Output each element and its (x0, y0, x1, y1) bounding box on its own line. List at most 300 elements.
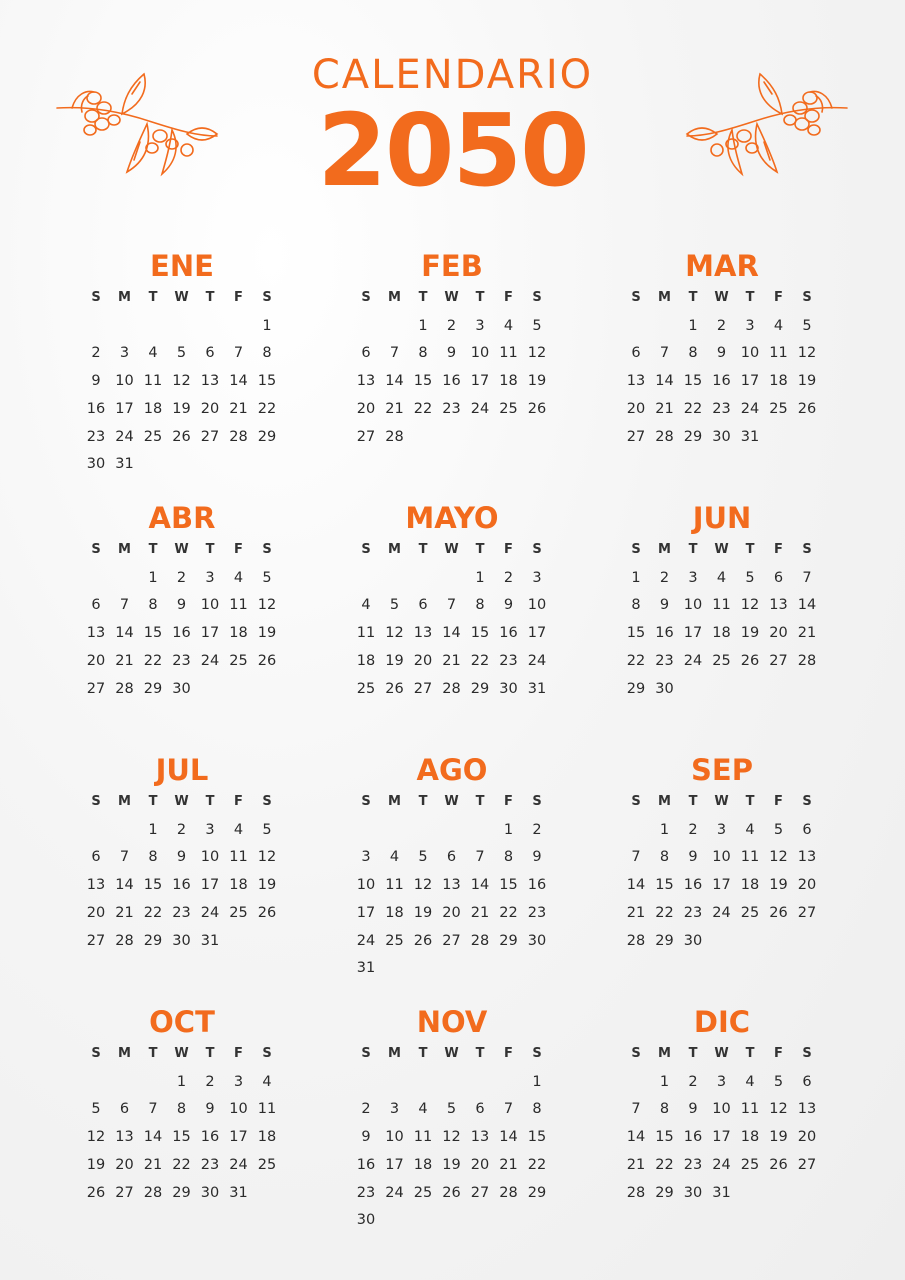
weekday-label: S (361, 542, 371, 557)
day-cell: 6 (91, 849, 101, 866)
day-cell: 27 (413, 680, 433, 697)
day-cell: 1 (148, 821, 158, 838)
day-cell: 20 (769, 625, 788, 642)
day-cell: 2 (688, 1073, 698, 1090)
day-cell: 30 (683, 932, 703, 949)
day-cell: 16 (172, 877, 191, 894)
day-cell: 4 (773, 317, 784, 334)
weekday-label: T (418, 290, 428, 305)
day-cell: 23 (442, 400, 461, 417)
day-cell: 16 (86, 400, 106, 417)
weekday-label: S (361, 794, 371, 809)
day-cell: 20 (413, 652, 433, 669)
weekday-label: T (688, 542, 698, 557)
day-cell: 3 (716, 821, 727, 838)
day-cell: 5 (176, 345, 187, 362)
weekday-label: M (658, 290, 671, 305)
day-cell: 29 (655, 1184, 674, 1201)
weekday-label: M (658, 1046, 671, 1061)
day-cell: 24 (385, 1184, 404, 1201)
month-name: ENE (150, 249, 214, 283)
day-cell: 20 (356, 400, 376, 417)
day-cell: 29 (683, 428, 703, 445)
weekday-label: F (504, 794, 513, 809)
day-cell: 12 (413, 877, 433, 894)
day-cell: 28 (229, 428, 248, 445)
day-cell: 30 (172, 680, 191, 697)
day-cell: 15 (499, 877, 518, 894)
weekday-label: F (234, 794, 243, 809)
day-cell: 3 (119, 345, 130, 362)
weekday-label: F (234, 1046, 243, 1061)
day-cell: 29 (172, 1184, 191, 1201)
weekday-label: S (532, 1046, 542, 1061)
month-name: MAR (685, 249, 759, 283)
weekday-label: S (802, 794, 812, 809)
day-cell: 16 (683, 1129, 703, 1146)
day-cell: 5 (262, 821, 272, 838)
day-cell: 17 (683, 625, 703, 642)
day-cell: 8 (659, 849, 670, 866)
weekday-label: W (714, 794, 729, 809)
day-cell: 1 (688, 317, 698, 334)
month-name: NOV (416, 1005, 488, 1039)
day-cell: 27 (356, 428, 376, 445)
day-cell: 31 (356, 960, 376, 977)
day-cell: 9 (688, 1101, 698, 1118)
day-cell: 16 (442, 373, 461, 390)
day-cell: 28 (626, 1184, 646, 1201)
day-cell: 5 (91, 1101, 101, 1118)
day-cell: 10 (527, 597, 547, 614)
day-cell: 13 (797, 849, 817, 866)
day-cell: 31 (740, 428, 760, 445)
day-cell: 3 (205, 569, 215, 586)
day-cell: 30 (655, 680, 674, 697)
day-cell: 16 (200, 1129, 220, 1146)
day-cell: 19 (769, 877, 788, 894)
day-cell: 11 (229, 849, 248, 866)
day-cell: 19 (257, 877, 277, 894)
day-cell: 21 (385, 400, 404, 417)
weekday-label: F (234, 542, 243, 557)
day-cell: 26 (413, 932, 433, 949)
day-cell: 26 (257, 652, 277, 669)
day-cell: 6 (631, 345, 641, 362)
day-cell: 12 (527, 345, 547, 362)
weekday-label: F (774, 794, 783, 809)
day-cell: 21 (143, 1156, 163, 1173)
day-cell: 17 (229, 1129, 248, 1146)
day-cell: 4 (233, 821, 244, 838)
day-cell: 10 (356, 877, 376, 894)
day-cell: 8 (176, 1101, 187, 1118)
day-cell: 23 (655, 652, 674, 669)
day-cell: 12 (769, 1101, 788, 1118)
day-cell: 20 (797, 877, 817, 894)
day-cell: 18 (740, 1129, 760, 1146)
weekday-label: S (262, 290, 272, 305)
day-cell: 5 (532, 317, 542, 334)
day-cell: 18 (229, 877, 248, 894)
day-cell: 13 (442, 877, 461, 894)
day-cell: 11 (356, 625, 376, 642)
day-cell: 29 (143, 680, 163, 697)
day-cell: 3 (361, 849, 371, 866)
day-cell: 21 (797, 625, 817, 642)
day-cell: 23 (86, 428, 106, 445)
weekday-label: M (118, 1046, 131, 1061)
weekday-label: T (688, 290, 698, 305)
day-cell: 12 (442, 1129, 461, 1146)
day-cell: 27 (769, 652, 788, 669)
weekday-label: S (631, 290, 641, 305)
day-cell: 8 (631, 597, 641, 614)
day-cell: 22 (172, 1156, 191, 1173)
day-cell: 10 (712, 849, 731, 866)
day-cell: 6 (361, 345, 371, 362)
day-cell: 19 (740, 625, 760, 642)
weekday-label: M (118, 290, 131, 305)
day-cell: 9 (205, 1101, 215, 1118)
day-cell: 14 (655, 373, 674, 390)
day-cell: 24 (200, 904, 220, 921)
day-cell: 26 (86, 1184, 106, 1201)
day-cell: 26 (442, 1184, 461, 1201)
day-cell: 1 (532, 1073, 542, 1090)
weekday-label: T (205, 1046, 215, 1061)
month-nov (352, 1004, 552, 1229)
day-cell: 12 (769, 849, 788, 866)
day-cell: 7 (446, 597, 457, 614)
month-abr (82, 500, 282, 697)
day-cell: 4 (745, 821, 755, 838)
day-cell: 18 (257, 1129, 277, 1146)
day-cell: 14 (143, 1129, 163, 1146)
day-cell: 30 (499, 680, 518, 697)
day-cell: 10 (740, 345, 760, 362)
day-cell: 5 (446, 1101, 457, 1118)
weekday-label: S (91, 794, 101, 809)
day-cell: 8 (475, 597, 485, 614)
weekday-label: S (631, 794, 641, 809)
day-cell: 20 (115, 1156, 134, 1173)
day-cell: 13 (626, 373, 646, 390)
day-cell: 11 (740, 1101, 760, 1118)
day-cell: 22 (527, 1156, 547, 1173)
day-cell: 8 (503, 849, 514, 866)
day-cell: 3 (532, 569, 542, 586)
day-cell: 18 (229, 625, 248, 642)
day-cell: 21 (470, 904, 490, 921)
weekday-label: S (262, 794, 272, 809)
day-cell: 30 (712, 428, 731, 445)
day-cell: 26 (769, 1156, 788, 1173)
month-feb (352, 248, 552, 445)
day-cell: 3 (716, 1073, 727, 1090)
day-cell: 23 (499, 652, 518, 669)
day-cell: 25 (769, 400, 788, 417)
weekday-label: F (504, 542, 513, 557)
day-cell: 7 (631, 1101, 641, 1118)
day-cell: 30 (86, 456, 106, 473)
day-cell: 26 (385, 680, 404, 697)
day-cell: 9 (176, 597, 187, 614)
day-cell: 21 (626, 904, 646, 921)
day-cell: 1 (176, 1073, 187, 1090)
day-cell: 21 (115, 652, 134, 669)
day-cell: 17 (115, 400, 134, 417)
month-name: AGO (416, 753, 488, 787)
day-cell: 2 (688, 821, 698, 838)
day-cell: 27 (626, 428, 646, 445)
day-cell: 23 (172, 904, 191, 921)
day-cell: 25 (229, 904, 248, 921)
weekday-label: W (174, 542, 189, 557)
day-cell: 10 (385, 1129, 404, 1146)
day-cell: 24 (356, 932, 376, 949)
weekday-label: T (475, 290, 485, 305)
day-cell: 2 (503, 569, 514, 586)
day-cell: 28 (626, 932, 646, 949)
weekday-label: T (205, 542, 215, 557)
day-cell: 31 (200, 932, 220, 949)
day-cell: 27 (200, 428, 220, 445)
day-cell: 16 (527, 877, 547, 894)
day-cell: 4 (716, 569, 727, 586)
day-cell: 9 (361, 1129, 371, 1146)
day-cell: 2 (205, 1073, 215, 1090)
day-cell: 22 (626, 652, 646, 669)
day-cell: 27 (470, 1184, 490, 1201)
day-cell: 5 (802, 317, 812, 334)
month-jun (622, 500, 822, 697)
day-cell: 15 (470, 625, 490, 642)
day-cell: 10 (200, 849, 220, 866)
day-cell: 19 (527, 373, 547, 390)
month-ene (82, 248, 282, 473)
day-cell: 27 (442, 932, 461, 949)
day-cell: 13 (470, 1129, 490, 1146)
day-cell: 20 (470, 1156, 490, 1173)
month-name: OCT (149, 1005, 215, 1039)
weekday-label: W (444, 1046, 459, 1061)
day-cell: 19 (442, 1156, 461, 1173)
day-cell: 14 (229, 373, 248, 390)
weekday-label: T (205, 794, 215, 809)
day-cell: 8 (418, 345, 428, 362)
weekday-label: W (444, 290, 459, 305)
day-cell: 27 (115, 1184, 134, 1201)
weekday-label: S (361, 290, 371, 305)
day-cell: 26 (257, 904, 277, 921)
month-sep (622, 752, 822, 949)
day-cell: 22 (499, 904, 518, 921)
weekday-label: S (802, 290, 812, 305)
day-cell: 24 (115, 428, 134, 445)
day-cell: 9 (716, 345, 727, 362)
day-cell: 23 (683, 1156, 703, 1173)
month-name: FEB (421, 249, 483, 283)
day-cell: 14 (626, 1129, 646, 1146)
day-cell: 14 (797, 597, 817, 614)
day-cell: 20 (797, 1129, 817, 1146)
day-cell: 12 (257, 597, 277, 614)
day-cell: 11 (499, 345, 518, 362)
day-cell: 12 (86, 1129, 106, 1146)
day-cell: 6 (91, 597, 101, 614)
day-cell: 19 (413, 904, 433, 921)
day-cell: 7 (475, 849, 485, 866)
day-cell: 13 (86, 625, 106, 642)
day-cell: 3 (233, 1073, 244, 1090)
day-cell: 13 (86, 877, 106, 894)
weekday-label: T (475, 542, 485, 557)
day-cell: 31 (527, 680, 547, 697)
day-cell: 25 (385, 932, 404, 949)
weekday-label: T (148, 1046, 158, 1061)
weekday-label: M (658, 542, 671, 557)
day-cell: 13 (200, 373, 220, 390)
weekday-label: W (444, 542, 459, 557)
day-cell: 4 (361, 597, 371, 614)
month-name: ABR (148, 501, 216, 535)
day-cell: 29 (143, 932, 163, 949)
day-cell: 19 (86, 1156, 106, 1173)
day-cell: 29 (257, 428, 277, 445)
weekday-label: M (388, 1046, 401, 1061)
month-name: DIC (693, 1005, 751, 1039)
day-cell: 24 (740, 400, 760, 417)
weekday-label: F (234, 290, 243, 305)
day-cell: 25 (143, 428, 163, 445)
weekday-label: W (174, 794, 189, 809)
day-cell: 27 (797, 1156, 817, 1173)
day-cell: 7 (389, 345, 400, 362)
day-cell: 4 (148, 345, 158, 362)
day-cell: 12 (385, 625, 404, 642)
day-cell: 13 (356, 373, 376, 390)
day-cell: 28 (655, 428, 674, 445)
day-cell: 8 (148, 597, 158, 614)
day-cell: 8 (532, 1101, 542, 1118)
weekday-label: W (444, 794, 459, 809)
day-cell: 20 (86, 904, 106, 921)
weekday-label: T (475, 794, 485, 809)
day-cell: 2 (361, 1101, 371, 1118)
weekday-label: S (532, 794, 542, 809)
weekday-label: M (118, 542, 131, 557)
day-cell: 30 (172, 932, 191, 949)
day-cell: 22 (683, 400, 703, 417)
day-cell: 7 (119, 597, 130, 614)
day-cell: 4 (745, 1073, 755, 1090)
day-cell: 26 (527, 400, 547, 417)
month-mar (622, 248, 822, 445)
day-cell: 1 (503, 821, 514, 838)
day-cell: 7 (802, 569, 812, 586)
day-cell: 31 (712, 1184, 731, 1201)
day-cell: 18 (740, 877, 760, 894)
weekday-label: S (262, 1046, 272, 1061)
weekday-label: S (631, 542, 641, 557)
day-cell: 1 (659, 1073, 670, 1090)
day-cell: 14 (626, 877, 646, 894)
day-cell: 22 (143, 904, 163, 921)
day-cell: 2 (659, 569, 670, 586)
day-cell: 15 (683, 373, 703, 390)
day-cell: 17 (356, 904, 376, 921)
weekday-label: S (91, 290, 101, 305)
day-cell: 30 (356, 1212, 376, 1229)
day-cell: 28 (143, 1184, 163, 1201)
month-name: MAYO (405, 501, 499, 535)
day-cell: 19 (172, 400, 191, 417)
day-cell: 18 (413, 1156, 433, 1173)
day-cell: 21 (442, 652, 461, 669)
day-cell: 8 (688, 345, 698, 362)
day-cell: 2 (716, 317, 727, 334)
day-cell: 26 (172, 428, 191, 445)
month-mayo (352, 500, 552, 697)
day-cell: 6 (205, 345, 215, 362)
day-cell: 10 (200, 597, 220, 614)
day-cell: 21 (229, 400, 248, 417)
day-cell: 22 (143, 652, 163, 669)
weekday-label: S (631, 1046, 641, 1061)
day-cell: 20 (86, 652, 106, 669)
day-cell: 26 (769, 904, 788, 921)
weekday-label: F (504, 290, 513, 305)
day-cell: 15 (655, 877, 674, 894)
day-cell: 8 (262, 345, 272, 362)
day-cell: 1 (262, 317, 272, 334)
day-cell: 4 (389, 849, 400, 866)
day-cell: 23 (172, 652, 191, 669)
day-cell: 21 (655, 400, 674, 417)
day-cell: 2 (532, 821, 542, 838)
day-cell: 7 (148, 1101, 158, 1118)
day-cell: 8 (148, 849, 158, 866)
day-cell: 5 (773, 821, 784, 838)
day-cell: 25 (499, 400, 518, 417)
day-cell: 7 (119, 849, 130, 866)
day-cell: 27 (86, 932, 106, 949)
day-cell: 30 (527, 932, 547, 949)
day-cell: 2 (91, 345, 101, 362)
day-cell: 25 (413, 1184, 433, 1201)
day-cell: 7 (631, 849, 641, 866)
day-cell: 27 (797, 904, 817, 921)
day-cell: 22 (413, 400, 433, 417)
weekday-label: S (532, 290, 542, 305)
day-cell: 24 (712, 1156, 731, 1173)
day-cell: 3 (475, 317, 485, 334)
month-oct (82, 1004, 282, 1201)
day-cell: 14 (470, 877, 490, 894)
day-cell: 18 (385, 904, 404, 921)
day-cell: 20 (200, 400, 220, 417)
day-cell: 11 (229, 597, 248, 614)
day-cell: 7 (233, 345, 244, 362)
day-cell: 5 (745, 569, 755, 586)
day-cell: 24 (200, 652, 220, 669)
day-cell: 25 (740, 1156, 760, 1173)
weekday-label: T (745, 290, 755, 305)
day-cell: 6 (119, 1101, 130, 1118)
day-cell: 24 (527, 652, 547, 669)
day-cell: 2 (446, 317, 457, 334)
